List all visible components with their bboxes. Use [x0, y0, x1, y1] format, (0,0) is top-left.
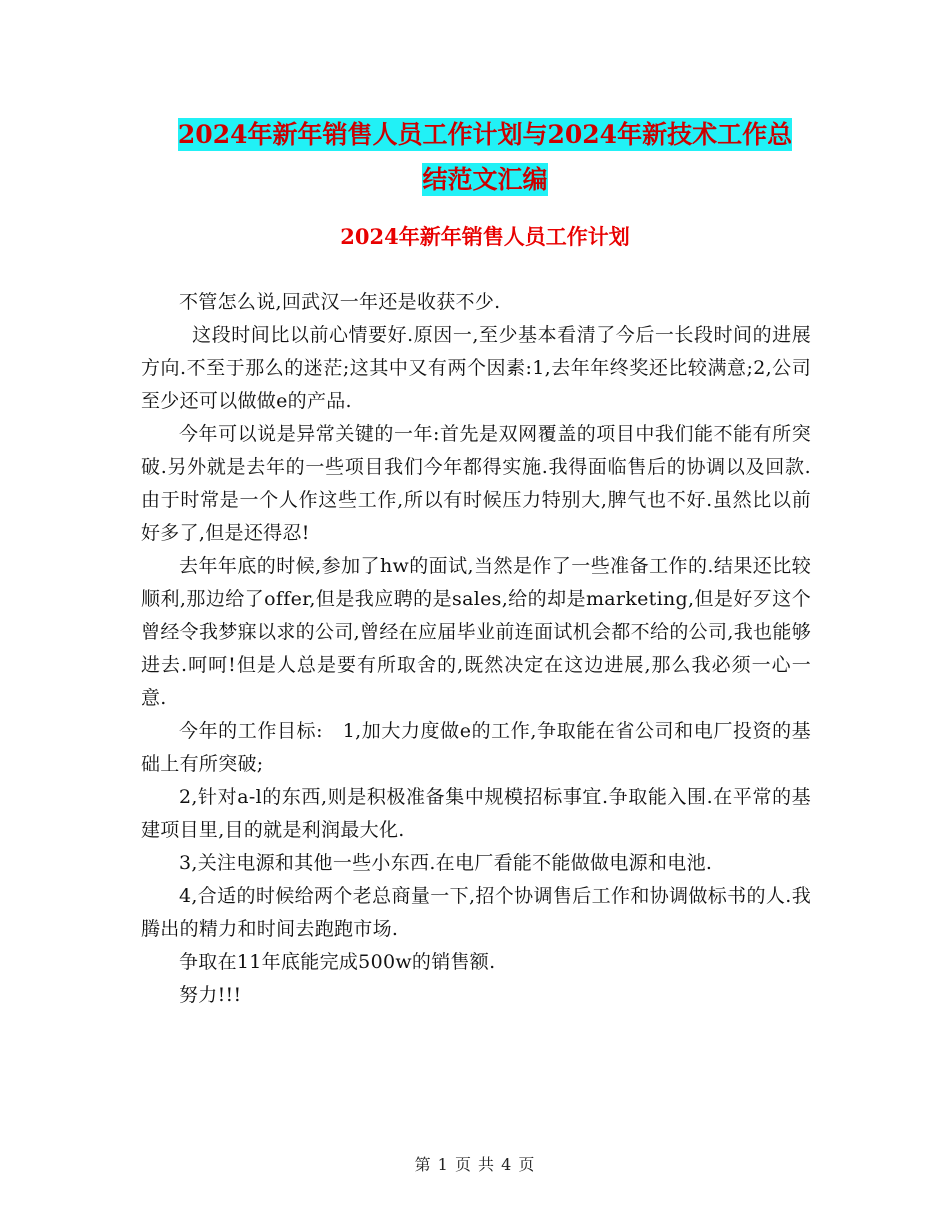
paragraph-5: 今年的工作目标: 1,加大力度做e的工作,争取能在省公司和电厂投资的基础上有所突破; [141, 720, 811, 775]
paragraph-1: 不管怎么说,回武汉一年还是收获不少. [179, 291, 501, 313]
document-title [140, 112, 830, 202]
paragraph-3: 今年可以说是异常关键的一年:首先是双网覆盖的项目中我们能不能有所突破.另外就是去年的一些项目我们今年都得实施.我得面临售后的协调以及回款.由于时常是一个人作这些工作,所以有时候压力特别大,脾气也不好.虽然比以前好多了,但是还得忍! [141, 423, 811, 544]
paragraph-6: 2,针对a-l的东西,则是积极准备集中规模招标事宜.争取能入围.在平常的基建项目里,目的就是利润最大化. [141, 786, 811, 841]
paragraph-10: 努力!!! [179, 984, 242, 1006]
paragraph-7: 3,关注电源和其他一些小东西.在电厂看能不能做做电源和电池. [179, 852, 713, 874]
section-title: 2024年新年销售人员工作计划 [340, 224, 630, 249]
paragraph-9: 争取在11年底能完成500w的销售额. [179, 951, 496, 973]
title-line-1: 2024年新年销售人员工作计划与2024年新技术工作总 [177, 120, 793, 149]
paragraph-2: 这段时间比以前心情要好.原因一,至少基本看清了今后一长段时间的进展方向.不至于那么的迷茫;这其中又有两个因素:1,去年年终奖还比较满意;2,公司至少还可以做做e的产品. [141, 324, 811, 412]
page-footer: 第 1 页 共 4 页 [414, 1155, 536, 1174]
paragraph-8: 4,合适的时候给两个老总商量一下,招个协调售后工作和协调做标书的人.我腾出的精力和时间去跑跑市场. [141, 885, 811, 940]
paragraph-4: 去年年底的时候,参加了hw的面试,当然是作了一些准备工作的.结果还比较顺利,那边给了offer,但是我应聘的是sales,给的却是marketing,但是好歹这个曾经令我梦寐以求的公司,曾经在应届毕业前连面试机会都不给的公司,我也能够进去.呵呵!但是人总是要有所取舍的,既然决定在这边进展,那么我必须一心一意. [141, 555, 811, 709]
title-line-2: 结范文汇编 [422, 165, 548, 194]
document-body [141, 286, 811, 1012]
